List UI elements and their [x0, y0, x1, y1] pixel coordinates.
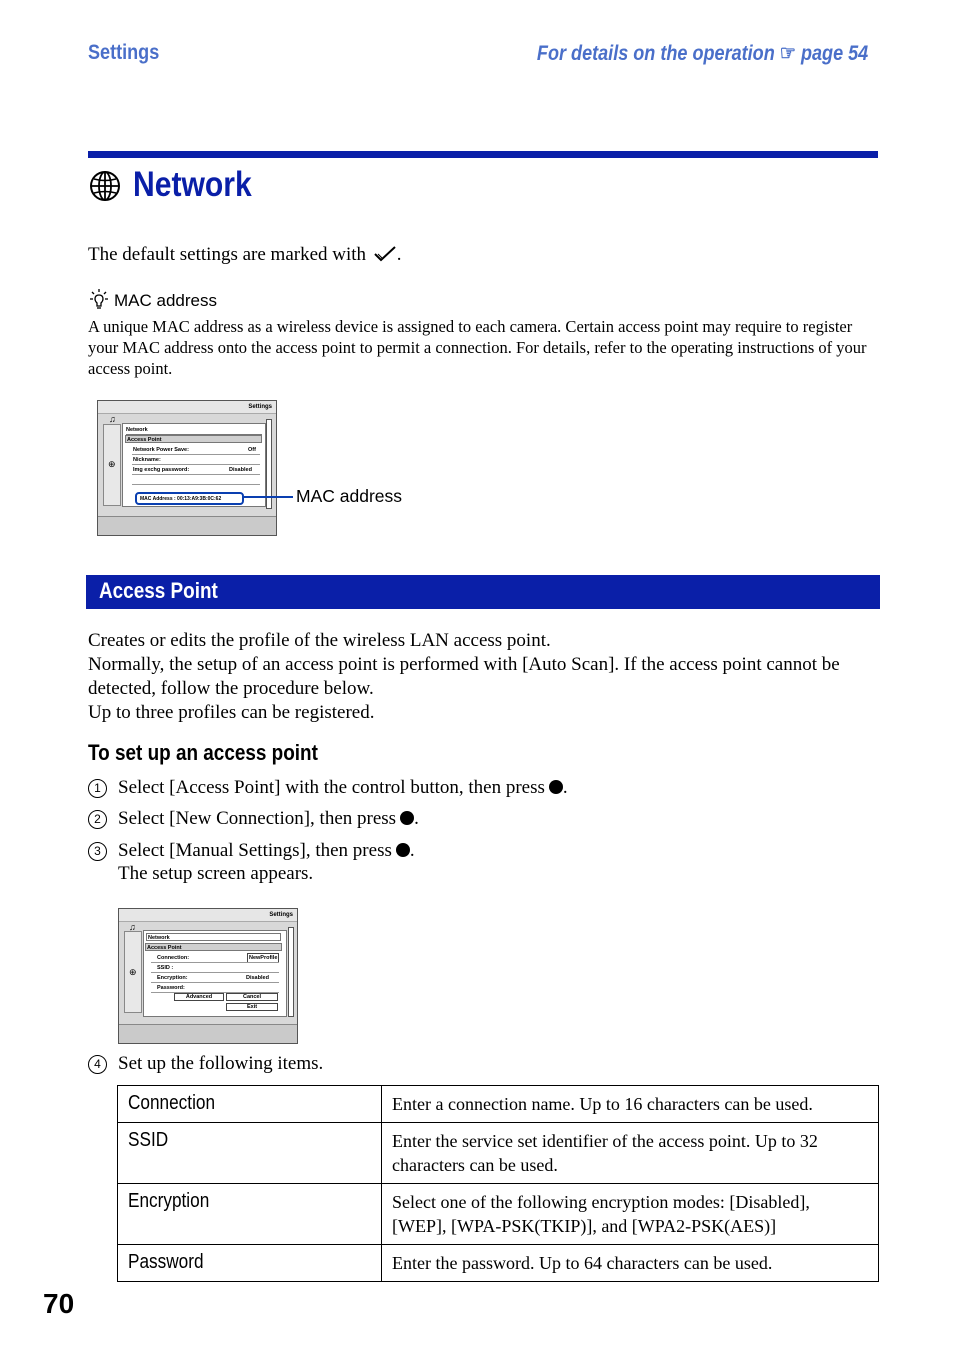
- step-subtext: The setup screen appears.: [118, 863, 314, 884]
- title-rule: [88, 151, 878, 158]
- table-row: [118, 1245, 879, 1282]
- screen-settings-label: Settings: [269, 912, 293, 918]
- section-para: Normally, the setup of an access point is performed with [Auto Scan]. If the access point cannot be detected, follow the procedure below.: [88, 654, 840, 699]
- screen-settings-label: Settings: [248, 404, 272, 410]
- step-text: Set up the following items.: [118, 1053, 324, 1074]
- camera-screen-access-point: [118, 908, 298, 1044]
- pointing-hand-icon: ☞: [779, 42, 796, 65]
- table-value: Enter the password. Up to 64 characters can be used.: [382, 1245, 879, 1282]
- screen-globe-icon: ⊕: [129, 967, 137, 977]
- screen-item-label: Nickname:: [133, 457, 161, 463]
- section-intro: [88, 629, 878, 725]
- step-text: Select [New Connection], then press .: [118, 808, 419, 829]
- section-title: Access Point: [99, 578, 218, 603]
- step-text: Select [Manual Settings], then press .: [118, 840, 415, 861]
- procedure-heading: To set up an access point: [88, 740, 318, 765]
- screen-item-value: NewProfile: [249, 955, 278, 961]
- section-para: Creates or edits the profile of the wireless LAN access point.: [88, 630, 551, 651]
- table-key: SSID: [118, 1123, 382, 1184]
- step-text: Select [Access Point] with the control button, then press .: [118, 777, 568, 798]
- tip-bulb-icon: [89, 288, 109, 310]
- screen-divider: [132, 454, 260, 455]
- screen-bottom-bar: [98, 516, 276, 535]
- table-row: [118, 1086, 879, 1123]
- table-key: Password: [118, 1245, 382, 1282]
- center-button-icon: [549, 780, 563, 794]
- screen-item-label: Network Power Save:: [133, 447, 189, 453]
- section-para: Up to three profiles can be registered.: [88, 702, 375, 723]
- screen-row-access-point: Access Point: [145, 943, 282, 951]
- table-value: Enter a connection name. Up to 16 characters can be used.: [382, 1086, 879, 1123]
- screen-item-label: Connection:: [157, 955, 190, 961]
- screen-item-value: Disabled: [246, 975, 269, 981]
- table-value: Enter the service set identifier of the access point. Up to 32 characters can be used.: [382, 1123, 879, 1184]
- screen-item-value: Off: [248, 447, 256, 453]
- header-section-label: Settings: [88, 41, 160, 64]
- default-settings-note: The default settings are marked with .: [88, 244, 402, 265]
- screen-divider: [151, 972, 279, 973]
- camera-screen-network: [97, 400, 277, 536]
- screen-advanced-button: Advanced: [174, 993, 224, 1001]
- music-note-icon: ♫: [129, 922, 136, 932]
- tip-label: MAC address: [114, 291, 217, 310]
- screen-scrollbar: [288, 927, 294, 1017]
- step-number: 1: [88, 779, 107, 798]
- screen-exit-button: Exit: [226, 1003, 278, 1011]
- table-row: [118, 1123, 879, 1184]
- screen-row-access-point: Access Point: [125, 435, 262, 443]
- screen-item-label: SSID :: [157, 965, 174, 971]
- screen-cancel-button: Cancel: [226, 993, 278, 1001]
- screen-divider: [132, 474, 260, 475]
- screen-item-value: Disabled: [229, 467, 252, 473]
- table-key: Connection: [118, 1086, 382, 1123]
- page-title: Network: [133, 165, 252, 204]
- screen-globe-icon: ⊕: [108, 459, 116, 469]
- step-number: 3: [88, 842, 107, 861]
- network-globe-icon: [89, 170, 121, 202]
- music-note-icon: ♫: [109, 414, 116, 424]
- screen-row-network: Network: [126, 426, 262, 435]
- center-button-icon: [400, 811, 414, 825]
- screen-divider: [132, 464, 260, 465]
- screen-divider: [151, 962, 279, 963]
- screen-item-label: Img exchg password:: [133, 467, 190, 473]
- table-row: [118, 1184, 879, 1245]
- screen-bottom-bar: [119, 1024, 297, 1043]
- screen-item-label: Encryption:: [157, 975, 188, 981]
- screen-divider: [151, 982, 279, 983]
- mac-callout-label: MAC address: [296, 486, 403, 506]
- screen-item-label: Password:: [157, 985, 185, 991]
- page-number: 70: [43, 1288, 75, 1319]
- table-key: Encryption: [118, 1184, 382, 1245]
- screen-divider: [132, 484, 260, 485]
- screen-mac-address: MAC Address : 00:13:A9:3B:0C:62: [140, 496, 222, 502]
- mac-callout-line: [244, 496, 293, 498]
- tip-text: A unique MAC address as a wireless device is assigned to each camera. Certain access point may require to register your MAC address onto the access point to permit a connection. For details, refer to the operating instructions of your access point.: [88, 317, 867, 378]
- center-button-icon: [396, 843, 410, 857]
- table-value: Select one of the following encryption modes: [Disabled], [WEP], [WPA-PSK(TKIP)], and [WPA2-PSK(AES)]: [382, 1184, 879, 1245]
- settings-table: [117, 1085, 879, 1282]
- step-number: 4: [88, 1055, 107, 1074]
- default-check-icon: [373, 245, 397, 263]
- screen-row-network: Network: [146, 933, 281, 941]
- header-operation-reference: For details on the operation ☞ page 54: [536, 42, 868, 65]
- step-number: 2: [88, 810, 107, 829]
